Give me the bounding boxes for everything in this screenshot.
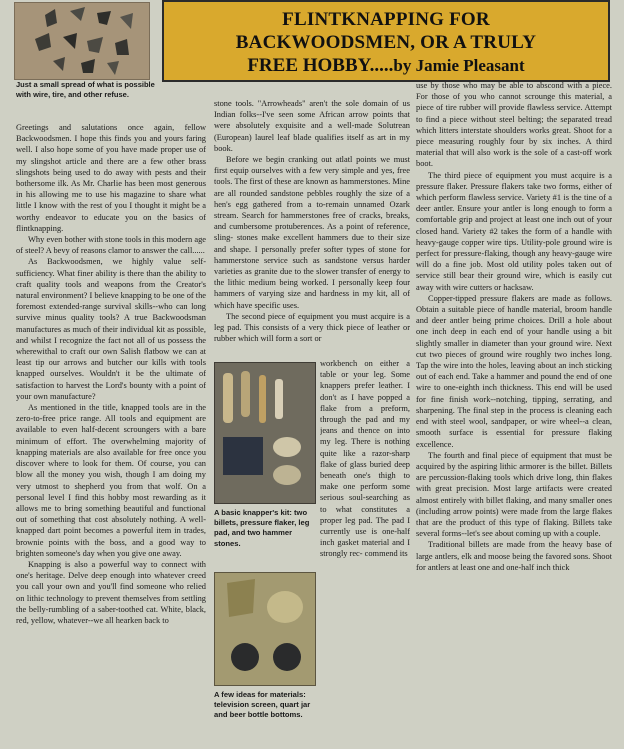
title-line-1: FLINTKNAPPING FOR (282, 9, 490, 30)
paragraph: Why even bother with stone tools in this modern age of steel? A bevy of reasons clamor to answer the call...... (16, 235, 206, 256)
title-banner (162, 0, 610, 82)
materials-photo (214, 572, 316, 686)
paragraph: stone tools. "Arrowheads" aren't the sole domain of us Indian folks--I've seen some African arrow points that were absolutely exquisite and a well-made Solutrean (European) laurel leaf blade qualifies itself as art in my book. (214, 99, 410, 153)
paragraph: Traditional billets are made from the heavy base of large antlers, elk and moose being the favored sons. Shoot for antlers at least one and one-half inch thick (416, 540, 612, 572)
title-line-3 (164, 54, 608, 77)
arrowhead-spread-photo (14, 2, 150, 80)
title-line-2: BACKWOODSMEN, OR A TRULY (235, 32, 537, 53)
paragraph: As Backwoodsmen, we highly value self-sufficiency. What finer ability is there than the ability to craft quality tools and weapons from the Creator's natural environment? I believe knapping to be one of the foremost extended-range survival skills--who can long survive minus quality tools? A true Backwoodsman manufactures as much of their individual kit as possible, and whilst I recognize the fact not all of us possess the wherewithal to craft our own Salish flatbow we can at least tip our arrows and butcher our kills with tools knapped ourselves. Wouldn't it be the ultimate of satisfaction to harvest the Lord's bounty with a point of your own manufacture? (16, 257, 206, 401)
article-column-1 (16, 122, 206, 746)
article-column-2-narrow (320, 358, 410, 748)
author-byline: by Jamie Pleasant (393, 56, 525, 75)
paragraph: use by those who may be able to abscond with a piece. For those of you who cannot scrounge this material, a piece of tire rubber will provide flawless service. Attempt to find a piece without steel belting; the separated tread which litters interstate shoulders works great. Shoot for a piece measuring roughly four by six inches. A third material that will also work is the sole of a cast-off work boot. (416, 81, 612, 169)
kit-photo-caption: A basic knapper's kit: two billets, pressure flaker, leg pad, and two hammer stones. (214, 508, 310, 548)
paragraph: Knapping is also a powerful way to connect with one's heritage. Delve deep enough into whatever creed you call your own and you'll find someone who relied on lithic technology to prevent themselves from settling the belly-rumbling of a saber-toothed cat. White, black, red, yellow, whatever--we all hearken back to (16, 559, 206, 625)
article-column-2 (214, 98, 410, 360)
top-photo-caption: Just a small spread of what is possible with wire, tire, and other refuse. (16, 80, 155, 99)
paragraph: workbench on either a table or your leg. Some knappers prefer leather. I don't as I have popped a flake from a preform, through the pad and my jeans and thence on into my leg. There is nothing quite like a razor-sharp flake of glass buried deep beneath one's thigh to make one perform some serious soul-searching as to what constitutes a proper leg pad. The pad I currently use is one-half inch gasket material and I strongly rec- commend its (320, 359, 410, 559)
paragraph: The third piece of equipment you must acquire is a pressure flaker. Pressure flakers take two forms, either of which perform flawless service. Variety #1 is the tine of a deer antler. Ensure your antler is long enough to form a comfortable grip and project at least one inch out of your closed hand. Variety #2 takes the form of a handle with heavy-gauge copper wire tips. Utility-pole ground wire is perfect for pressure-flaking, though any heavy-gauge wire will do a fine job. Most old utility poles taken out of service still bear their ground wire, which is easily cut away with wire cutters or hacksaw. (416, 170, 612, 292)
paragraph: As mentioned in the title, knapped tools are in the zero-to-free price range. All tools and equipment are available to even half-decent scroungers with a bare minimum of effort. The overwhelming majority of knapping materials are also available for free once you discover where to look for them. Of course, you can blow all the money you wish, though I am doing my very utmost to shepherd you from that wolf. On a personal level I find this hobby most rewarding as it allows me to bring something beautiful and functional out of something that cost absolutely nothing. A well-knapped dart point becomes a powerful item in trades, brownie points with the boss, and a good way to brighten someone's day when you give one away. (16, 403, 206, 558)
article-column-3 (416, 80, 612, 748)
paragraph: Greetings and salutations once again, fellow Backwoodsmen. I hope this finds you and yours faring well. I also hope some of you have made proper use of my slingshot article and there are a few other brass slingshots being used to do away with pests and their bothersome ilk. As Mr. Charlie has been most generous in his allowing me to use his magazine to share what little I know with the rest of you I thought it might be a worthy endeavor to educate you on the basics of flintknapping. (16, 123, 206, 233)
paragraph: Copper-tipped pressure flakers are made as follows. Obtain a suitable piece of handle material, broom handle and deer antler being prime choices. Drill a hole about one inch deep in each end of your handle using a bit slightly smaller in diameter than your ground wire. Next cut two pieces of ground wire roughly two inches long. Tap the wire into the holes, leaving about an inch sticking out of each end. Take a hammer and pound the end of one wire to one-eighth inch thickness. This end will be used for fine finish work--notching, tipping, serrating, and sharpening. The final step in the process is cleaning each end with steel wool, sandpaper, or wire wheel--a clean, smooth surface is essential for pressure flaking excellence. (416, 293, 612, 449)
paragraph: The fourth and final piece of equipment that must be acquired by the aspiring lithic armorer is the billet. Billets are percussion-flaking tools which drive long, thin flakes with great precision. Most large artifacts were created almost entirely with billet flaking, and many smaller ones (including arrow points) were made from the large flakes that are the product of this type of flaking. Billets take several forms--let's see about coming up with a couple. (416, 450, 612, 539)
knappers-kit-photo (214, 362, 316, 504)
title-line-3-text: FREE HOBBY..... (247, 55, 394, 76)
paragraph: Before we begin cranking out atlatl points we must first equip ourselves with a few very simple and yes, free tools. The first of these are known as hammerstones. Mine are all rounded sandstone pebbles roughly the size of a hen's egg gathered from a to-remain unnamed Ozark stream. Search for hammerstones free of cracks, breaks, and cumbersome protuberences. As a point of reference, sling- stones make excellent hammers due to their size and shape. I personally prefer softer types of stone for hammerstone service such as sandstone versus harder varieties as granite due to the slower transfer of energy to the lithic medium being worked. I personally keep four hammers of varying size and hardness in my kit, all of which have specific uses. (214, 155, 410, 310)
paragraph: The second piece of equipment you must acquire is a leg pad. This consists of a very thick piece of leather or rubber which will form a sort or (214, 311, 410, 344)
materials-photo-caption: A few ideas for materials: television screen, quart jar and beer bottle bottoms. (214, 690, 311, 720)
